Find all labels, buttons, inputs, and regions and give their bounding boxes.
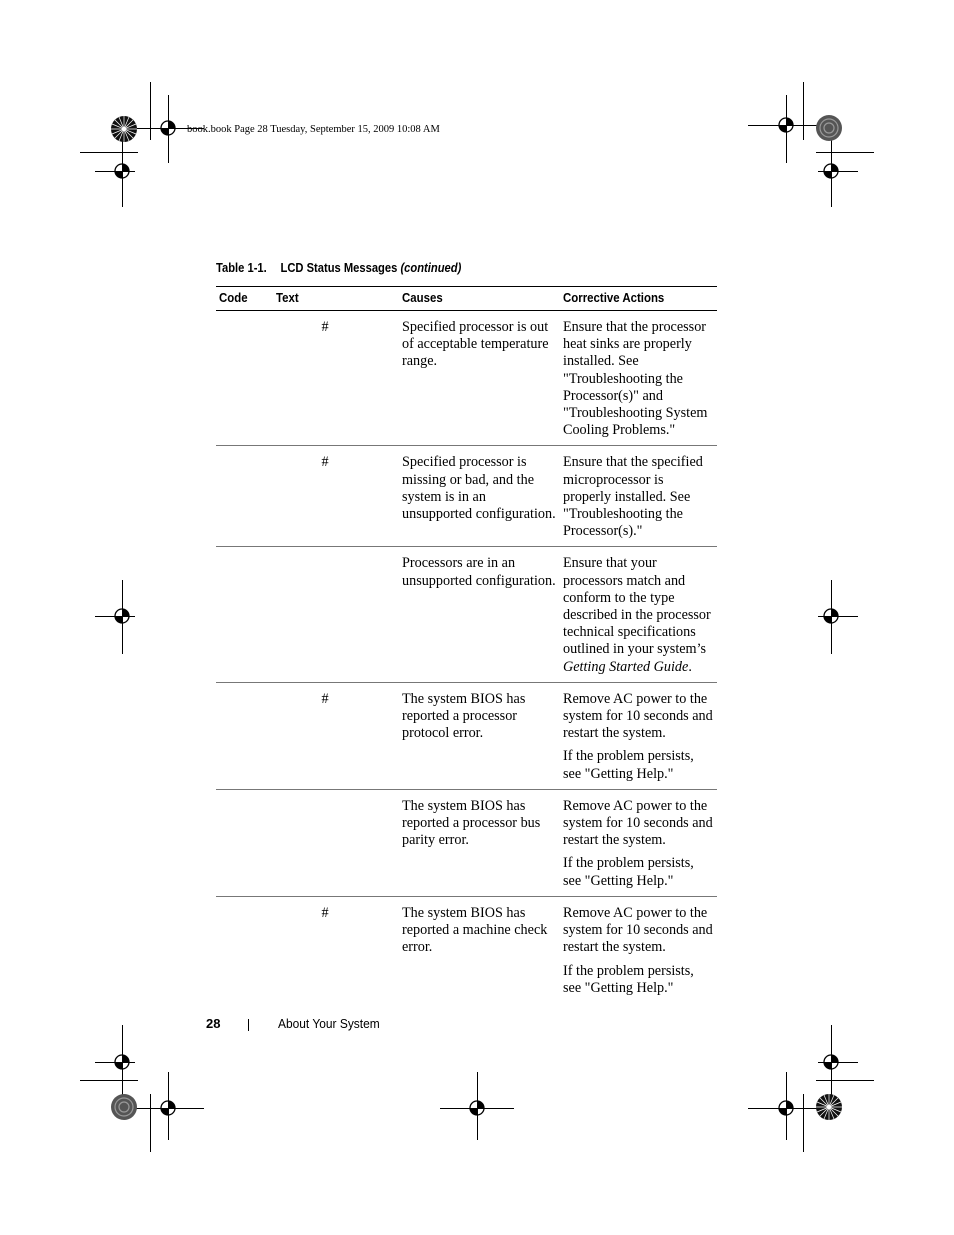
cell-corrective-actions [563, 446, 717, 547]
cell-causes: The system BIOS has reported a processor protocol error. [402, 682, 563, 789]
action-paragraph [563, 798, 713, 850]
print-rosette-icon [815, 114, 843, 142]
cell-code [216, 682, 276, 789]
cell-corrective-actions [563, 547, 717, 682]
column-header-code: Code [216, 287, 276, 311]
cell-corrective-actions [563, 789, 717, 896]
cell-causes: Specified processor is missing or bad, and the system is in an unsupported configuration. [402, 446, 563, 547]
action-text: Remove AC power to the system for 10 seconds and restart the system. [563, 690, 713, 742]
table-body [216, 311, 717, 1003]
table-row [216, 789, 717, 896]
registration-target-icon [820, 1051, 842, 1073]
running-footer-title: About Your System [278, 1016, 380, 1031]
action-paragraph [563, 748, 713, 782]
registration-target-icon [820, 160, 842, 182]
cell-text: # [276, 311, 402, 446]
cell-code [216, 311, 276, 446]
page-number: 28 [206, 1016, 221, 1031]
cell-corrective-actions [563, 682, 717, 789]
action-paragraph [563, 555, 713, 675]
column-header-corrective-actions: Corrective Actions [563, 287, 717, 311]
table-caption-title: LCD Status Messages [280, 260, 398, 275]
action-paragraph [563, 454, 713, 540]
table-row [216, 547, 717, 682]
action-text: If the problem persists, see "Getting Help." [563, 855, 694, 889]
cell-code [216, 789, 276, 896]
registration-target-icon [775, 1097, 797, 1119]
cell-text [276, 547, 402, 682]
cell-text: # [276, 446, 402, 547]
table-row [216, 446, 717, 547]
action-text: If the problem persists, see "Getting Help." [563, 962, 694, 996]
action-text: Remove AC power to the system for 10 seconds and restart the system. [563, 904, 713, 956]
print-rosette-icon [110, 115, 138, 143]
crop-mark [816, 1080, 874, 1081]
action-text-italic: Getting Started Guide [563, 658, 689, 675]
registration-target-icon [111, 1051, 133, 1073]
action-paragraph [563, 319, 713, 439]
column-header-text: Text [276, 287, 402, 311]
action-paragraph [563, 855, 713, 889]
cell-text: # [276, 682, 402, 789]
action-paragraph [563, 691, 713, 743]
table-caption [216, 260, 461, 275]
cell-causes: Specified processor is out of acceptable temperature range. [402, 311, 563, 446]
action-text: Ensure that your processors match and conform to the type described in the processor technical specifications outlined in your system’s [563, 555, 711, 658]
crop-mark [80, 1080, 138, 1081]
cell-corrective-actions [563, 311, 717, 446]
crop-mark [803, 82, 804, 140]
crop-mark [80, 152, 138, 153]
crop-mark [816, 152, 874, 153]
crop-mark [150, 82, 151, 140]
table-caption-continued: (continued) [400, 260, 462, 275]
registration-target-icon [775, 114, 797, 136]
table-row [216, 311, 717, 446]
action-text: Ensure that the specified microprocessor is properly installed. See "Troubleshooting the Processor(s)." [563, 454, 703, 540]
registration-target-icon [111, 605, 133, 627]
cell-causes: Processors are in an unsupported configuration. [402, 547, 563, 682]
registration-target-icon [820, 605, 842, 627]
cell-text [276, 789, 402, 896]
registration-target-icon [466, 1097, 488, 1119]
cell-causes: The system BIOS has reported a machine check error. [402, 904, 548, 956]
cell-causes: The system BIOS has reported a processor bus parity error. [402, 789, 563, 896]
registration-target-icon [157, 117, 179, 139]
action-paragraph [563, 905, 713, 957]
cell-code [216, 896, 276, 1003]
registration-target-icon [111, 160, 133, 182]
table-caption-label: Table 1-1. [216, 260, 267, 275]
cell-corrective-actions [563, 896, 717, 1003]
table-row [216, 896, 717, 1003]
cell-code [216, 446, 276, 547]
crop-mark [803, 1094, 804, 1152]
crop-mark [150, 1094, 151, 1152]
action-text: . [688, 658, 692, 675]
action-text: Ensure that the processor heat sinks are properly installed. See "Troubleshooting the Processor(s)" and "Troubleshooting System Cooling Problems." [563, 319, 708, 439]
cell-code [216, 547, 276, 682]
table-row [216, 682, 717, 789]
cell-text: # [321, 904, 329, 921]
registration-target-icon [157, 1097, 179, 1119]
footer-divider [248, 1019, 249, 1031]
print-slug-line: book.book Page 28 Tuesday, September 15, 2009 10:08 AM [187, 124, 440, 135]
action-text: If the problem persists, see "Getting Help." [563, 748, 694, 782]
action-paragraph [563, 963, 713, 997]
print-rosette-icon [815, 1093, 843, 1121]
column-header-causes: Causes [402, 287, 563, 311]
table-header-row [216, 287, 717, 311]
print-rosette-icon [110, 1093, 138, 1121]
action-text: Remove AC power to the system for 10 seconds and restart the system. [563, 797, 713, 849]
lcd-status-table [216, 286, 717, 1003]
